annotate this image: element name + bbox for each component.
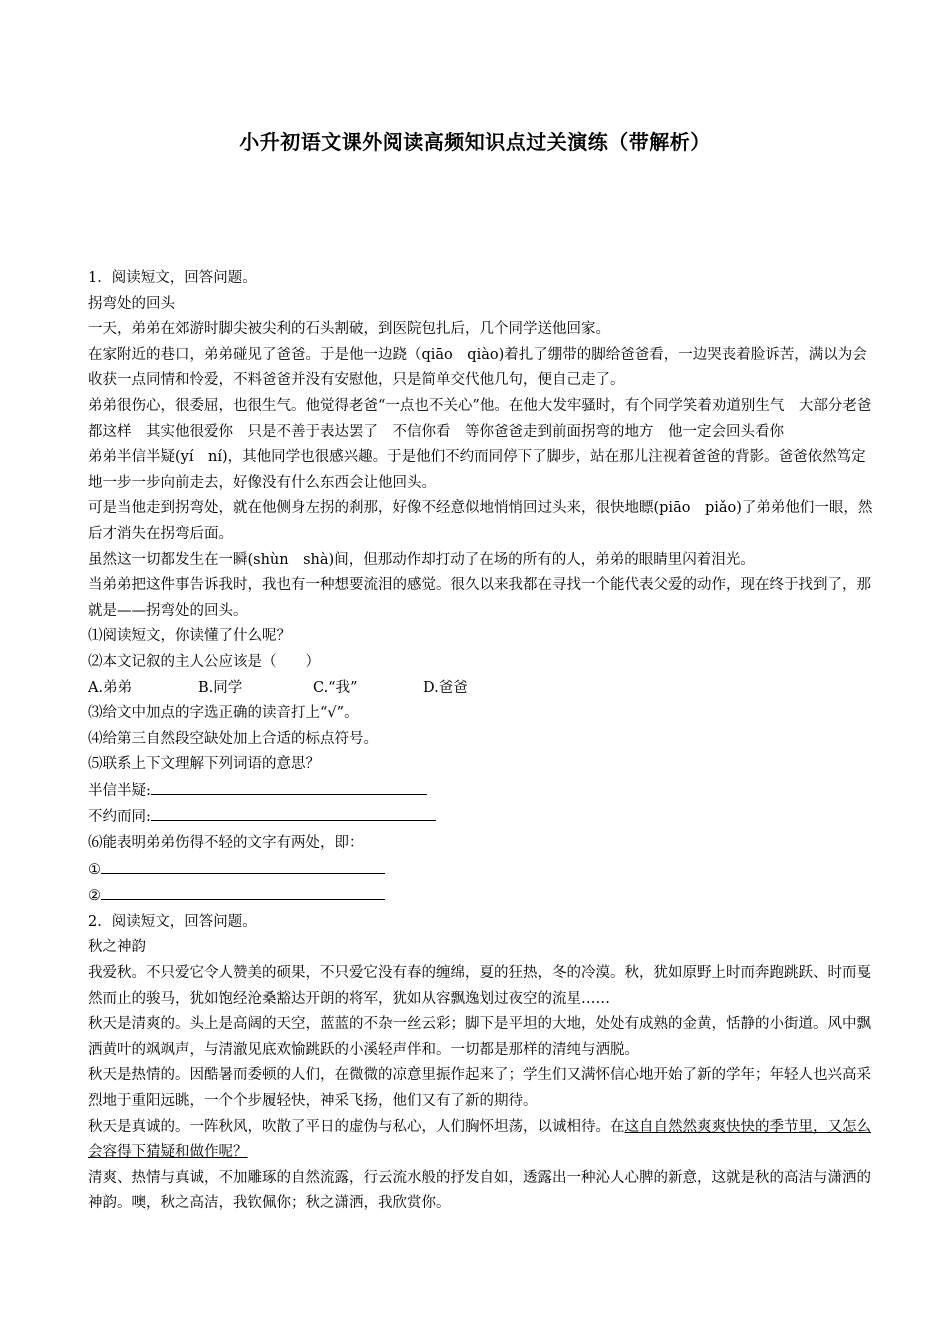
term-label: 半信半疑:	[88, 782, 151, 799]
option-d[interactable]: D.爸爸	[423, 679, 468, 696]
answer-blank[interactable]	[101, 883, 385, 900]
term-row-2	[88, 804, 878, 831]
term-label: 不约而同:	[88, 809, 151, 826]
option-a[interactable]: A.弟弟	[88, 679, 133, 696]
question-2-heading: 2．阅读短文，回答问题。	[88, 913, 257, 930]
story-1-paragraph: 一天，弟弟在郊游时脚尖被尖利的石头割破，到医院包扎后，几个同学送他回家。	[88, 321, 610, 338]
answer-blank[interactable]	[151, 778, 427, 795]
sub-question-4: ⑷给第三自然段空缺处加上合适的标点符号。	[88, 730, 378, 747]
answer-blank[interactable]	[151, 804, 436, 821]
option-c[interactable]: C.“我”	[313, 679, 358, 696]
option-b[interactable]: B.同学	[198, 679, 243, 696]
story-1-paragraph: 当弟弟把这件事告诉我时，我也有一种想要流泪的感觉。很久以来我都在寻找一个能代表父爱的动作，现在终于找到了，那就是——拐弯处的回头。	[88, 577, 871, 619]
story-1-title: 拐弯处的回头	[88, 295, 175, 312]
story-1-paragraph: 在家附近的巷口，弟弟碰见了爸爸。于是他一边跷（qiāo qiào)着扎了绷带的脚给爸爸看，一边哭丧着脸诉苦，满以为会收获一点同情和怜爱，不料爸爸并没有安慰他，只是简单交代他几句，便自己走了。	[88, 346, 867, 389]
story-1-paragraph: 虽然这一切都发生在一瞬(shùn shà)间，但那动作却打动了在场的所有的人，弟弟的眼睛里闪着泪光。	[88, 551, 755, 568]
document-body	[88, 266, 878, 1217]
story-2-paragraph: 秋天是清爽的。头上是高阔的天空，蓝蓝的不杂一丝云彩；脚下是平坦的大地，处处有成熟的金黄，恬静的小街道。风中飘洒黄叶的飒飒声，与清澈见底欢愉跳跃的小溪轻声伴和。一切都是那样的清纯与洒脱。	[88, 1016, 871, 1058]
answer-row-2	[88, 883, 878, 910]
sub-question-6: ⑹能表明弟弟伤得不轻的文字有两处，即：	[88, 835, 364, 852]
question-1-heading: 1．阅读短文，回答问题。	[88, 270, 257, 286]
underlined-sentence: 这自自然然爽爽快快的季节里，又怎么会容得下猜疑和做作呢？	[88, 1118, 871, 1161]
page-title: 小升初语文课外阅读高频知识点过关演练（带解析）	[239, 130, 711, 154]
answer-blank[interactable]	[101, 857, 385, 874]
story-1-paragraph: 弟弟很伤心，很委屈，也很生气。他觉得老爸“一点也不关心”他。在他大发牢骚时，有个同学笑着劝道别生气 大部分老爸都这样 其实他很爱你 只是不善于表达罢了 不信你看 等你爸爸走到前面拐弯的地方 他一定会回头看你	[88, 397, 872, 440]
story-2-paragraph: 秋天是热情的。因酷暑而委顿的人们，在微微的凉意里振作起来了；学生们又满怀信心地开始了新的学年；年轻人也兴高采烈地于重阳远眺，一个个步履轻快，神采飞扬，他们又有了新的期待。	[88, 1067, 871, 1109]
story-1-paragraph: 可是当他走到拐弯处，就在他侧身左拐的刹那，好像不经意似地悄悄回过头来，很快地瞟(piāo piǎo)了弟弟他们一眼，然后才消失在拐弯后面。	[88, 500, 873, 542]
sub-question-3: ⑶给文中加点的字选正确的读音打上“√”。	[88, 705, 359, 722]
story-2-paragraph	[88, 1115, 878, 1166]
story-1-paragraph: 弟弟半信半疑(yí ní)，其他同学也很感兴趣。于是他们不约而同停下了脚步，站在那儿注视着爸爸的背影。爸爸依然笃定地一步一步向前走去，好像没有什么东西会让他回头。	[88, 449, 866, 491]
circle-number-2: ②	[88, 888, 101, 905]
answer-row-1	[88, 857, 878, 884]
paragraph-lead: 秋天是真诚的。一阵秋风，吹散了平日的虚伪与私心，人们胸怀坦荡，以诚相待。在	[88, 1118, 625, 1135]
sub-question-5: ⑸联系上下文理解下列词语的意思？	[88, 756, 320, 773]
story-2-title: 秋之神韵	[88, 939, 146, 956]
story-2-paragraph: 清爽、热情与真诚，不加雕琢的自然流露，行云流水般的抒发自如，透露出一种沁人心脾的新意，这就是秋的高洁与潇洒的神韵。噢，秋之高洁，我钦佩你；秋之潇洒，我欣赏你。	[88, 1169, 871, 1212]
sub-question-2: ⑵本文记叙的主人公应该是（ ）	[88, 653, 320, 670]
circle-number-1: ①	[88, 861, 101, 878]
answer-options	[88, 676, 878, 702]
story-2-paragraph: 我爱秋。不只爱它令人赞美的硕果，不只爱它没有春的缠绵，夏的狂热，冬的冷漠。秋，犹如原野上时而奔跑跳跃、时而戛然而止的骏马，犹如饱经沧桑豁达开朗的将军，犹如从容飘逸划过夜空的流星……	[88, 965, 871, 1007]
term-row-1	[88, 778, 878, 805]
sub-question-1: ⑴阅读短文，你读懂了什么呢？	[88, 628, 291, 645]
